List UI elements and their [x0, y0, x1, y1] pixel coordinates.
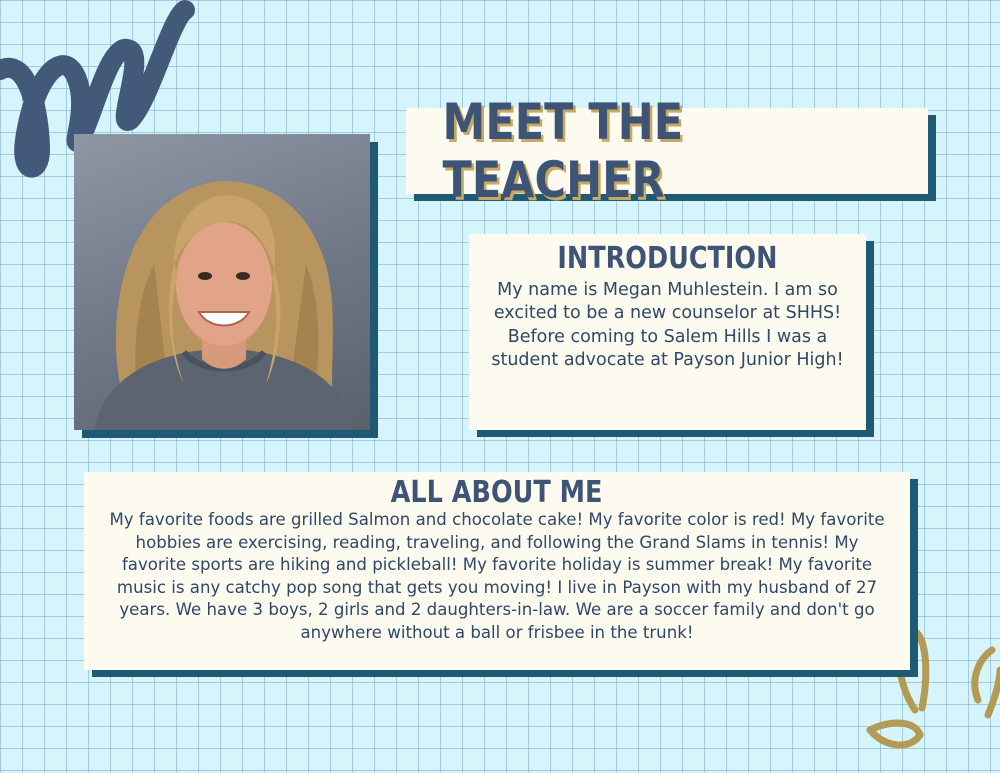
title-card	[406, 93, 928, 209]
teacher-photo	[74, 134, 370, 430]
introduction-card	[469, 234, 866, 430]
about-card	[84, 472, 910, 670]
introduction-text: My name is Megan Muhlestein. I am so excited to be a new counselor at SHHS! Before coming to Salem Hills I was a student advocate at Payson Junior High!	[491, 280, 844, 370]
portrait-illustration	[74, 134, 370, 430]
page-title: MEET THE TEACHER	[442, 93, 684, 209]
about-heading: ALL ABOUT ME	[391, 475, 603, 510]
about-text: My favorite foods are grilled Salmon and chocolate cake! My favorite color is red! My favorite hobbies are exercising, reading, traveling, and following the Grand Slams in tennis! My favorite sports are hiking and pickleball! My favorite holiday is summer break! My favorite music is any catchy pop song that gets you moving! I live in Payson with my husband of 27 years. We have 3 boys, 2 girls and 2 daughters-in-law. We are a soccer family and don't go anywhere without a ball or frisbee in the trunk!	[109, 510, 885, 642]
introduction-heading: INTRODUCTION	[557, 241, 778, 276]
